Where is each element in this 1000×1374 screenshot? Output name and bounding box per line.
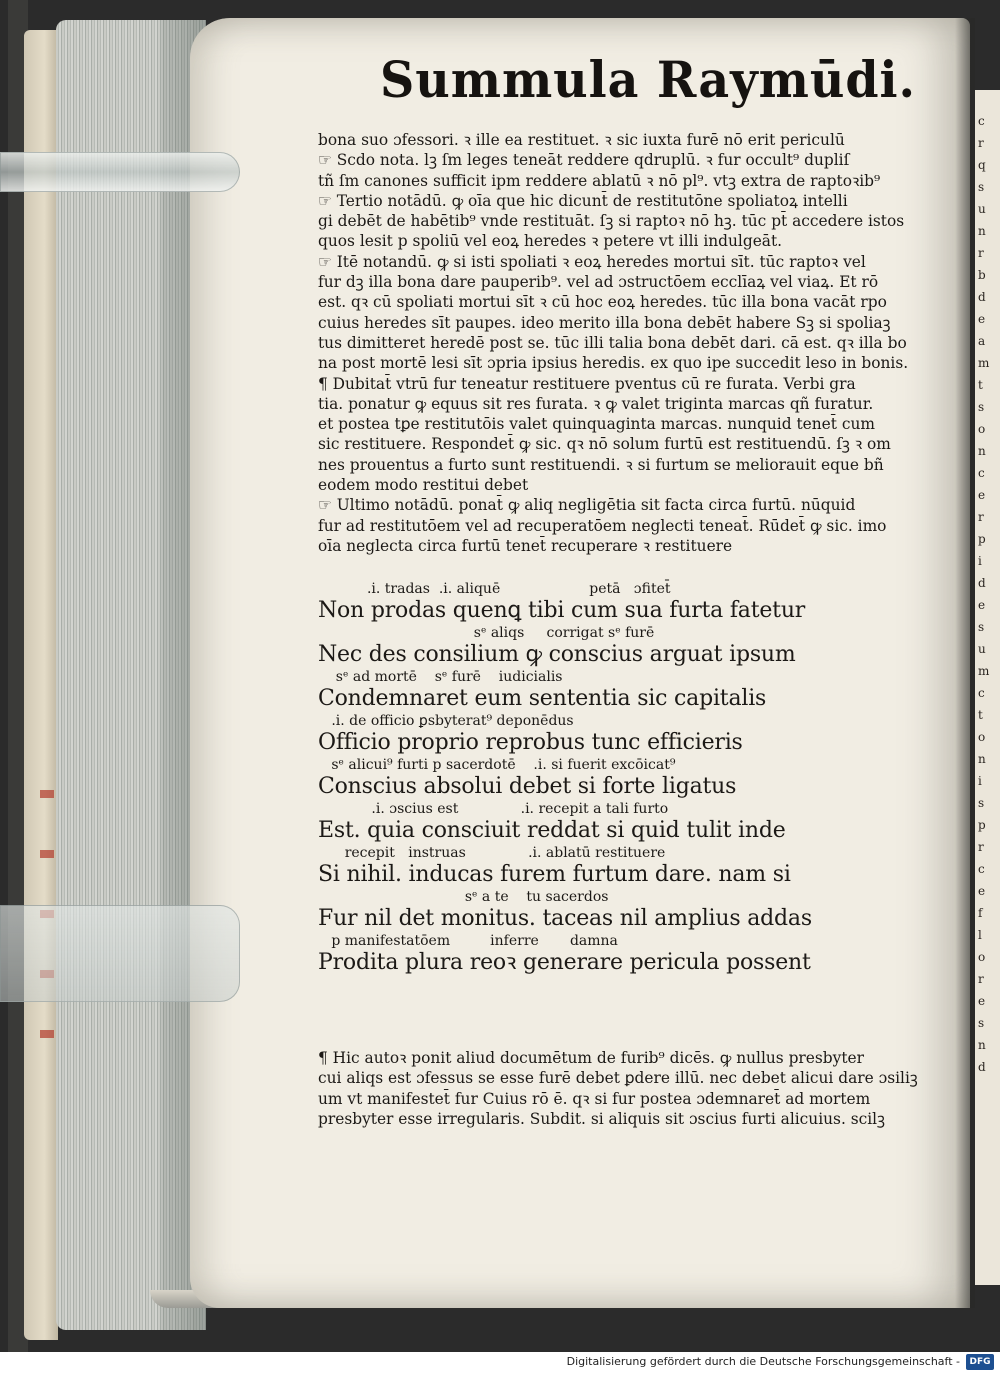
- prose-line: presbyter esse irregularis. Subdit. si aliquis sit ɔscius furti alicuius. scilꝫ: [318, 1109, 885, 1128]
- facing-page-fragment: r: [978, 972, 984, 986]
- facing-page-fragment: m: [978, 664, 990, 678]
- prose-line: oīa neglecta circa furtū tenet̄ recuperare ꝛ restituere: [318, 536, 733, 555]
- facing-page-fragment: e: [978, 598, 986, 612]
- facing-page-fragment: e: [978, 488, 986, 502]
- prose-top: [318, 130, 938, 556]
- digitization-credit: Digitalisierung gefördert durch die Deutsche Forschungsgemeinschaft -: [566, 1355, 960, 1368]
- facing-page-fragment: f: [978, 906, 983, 920]
- facing-page-fragment: p: [978, 532, 986, 546]
- prose-bottom: [318, 1048, 938, 1129]
- prose-line: tia. ponatur ꝙ equus sit res furata. ꝛ ꝙ valet triginta marcas qñ furatur.: [318, 394, 874, 413]
- verse-line: Prodita plura reoꝛ generare pericula possent: [318, 950, 811, 975]
- running-title: Summula Raymūdi.: [380, 50, 916, 109]
- cover-edge: [24, 30, 58, 1340]
- interlinear-gloss: sᵉ alicui⁹ furti p sacerdotē .i. si fuerit excōicat⁹: [318, 757, 676, 773]
- prose-line: ¶ Hic autoꝛ ponit aliud documētum de furib⁹ dicēs. ꝙ nullus presbyter: [318, 1049, 864, 1067]
- facing-page-fragment: d: [978, 576, 986, 590]
- prose-line: ☞ Ultimo notādū. ponat̄ ꝙ aliq negligētia sit facta circa furtū. nūquid: [318, 496, 856, 515]
- facing-page-fragment: o: [978, 422, 986, 436]
- facing-page-fragment: e: [978, 884, 986, 898]
- verse-line: Est. quia consciuit reddat si quid tulit inde: [318, 818, 786, 843]
- prose-line: nes prouentus a furto sunt restituendi. ꝛ si furtum se meliorauit eque bñ: [318, 455, 884, 474]
- prose-line: ☞ Tertio notādū. ꝙ oīa que hic dicunt̄ de restitutōne spoliatoꝝ intelli: [318, 191, 848, 210]
- prose-line: et postea tꝑe restitutōis valet quinquaginta marcas. nunquid tenet̄ cum: [318, 415, 875, 434]
- prose-line: eodem modo restitui debet: [318, 476, 529, 495]
- gutter-shadow: [955, 18, 975, 1308]
- interlinear-gloss: .i. tradas .i. aliquē petā ɔfitet̄: [318, 581, 671, 597]
- facing-page-fragment: n: [978, 444, 986, 458]
- prose-line: um vt manifestet̄ fur Cuius rō ē. qꝛ si fur postea ɔdemnaret̄ ad mortem: [318, 1089, 871, 1108]
- facing-page-fragment: s: [978, 400, 985, 414]
- verse-block: [318, 580, 938, 976]
- facing-page-fragment: e: [978, 994, 986, 1008]
- facing-page-fragment: i: [978, 774, 982, 788]
- verse-line: Fur nil det monitus. taceas nil amplius addas: [318, 906, 812, 931]
- prose-line: ☞ Itē notandū. ꝙ si isti spoliati ꝛ eoꝝ heredes mortui sīt. tūc raptoꝛ vel: [318, 252, 866, 271]
- prose-line: bona suo ɔfessori. ꝛ ille ea restituet. ꝛ sic iuxta furē nō erit periculū: [318, 131, 845, 149]
- prose-line: fur ad restitutōem vel ad recuperatōem neglecti teneat̄. Rūdet̄ ꝙ sic. imo: [318, 516, 887, 535]
- prose-line: cui aliqs est ɔfessus se esse furē debet ꝑdere illū. nec debet alicui dare ɔsiliꝫ: [318, 1069, 918, 1088]
- verse-line: Si nihil. inducas furem furtum dare. nam si: [318, 862, 791, 887]
- prose-line: fur dꝫ illa bona dare pauperib⁹. vel ad ɔstructōem ecclīaꝝ vel viaꝝ. Et rō: [318, 273, 879, 292]
- facing-page-fragment: n: [978, 1038, 986, 1052]
- facing-page-fragment: c: [978, 114, 985, 128]
- facing-page-text: [978, 110, 1000, 1130]
- verse-line: Conscius absolui debet si forte ligatus: [318, 774, 737, 799]
- prose-line: tus dimitteret heredē post se. tūc illi talia bona debēt dari. cā est. qꝛ illa bo: [318, 333, 907, 352]
- facing-page-fragment: e: [978, 312, 986, 326]
- facing-page-fragment: s: [978, 796, 985, 810]
- facing-page-fragment: o: [978, 730, 986, 744]
- interlinear-gloss: recepit instruas .i. ablatū restituere: [318, 845, 666, 861]
- facing-page-fragment: l: [978, 928, 982, 942]
- interlinear-gloss: .i. ɔscius est .i. recepit a tali furto: [318, 801, 669, 817]
- verse-line: Condemnaret eum sententia sic capitalis: [318, 686, 767, 711]
- facing-page-fragment: c: [978, 466, 985, 480]
- prose-line: sic restituere. Respondet̄ ꝙ sic. qꝛ nō solum furtū est restituendū. ſꝫ ꝛ om: [318, 435, 891, 454]
- interlinear-gloss: p manifestatōem inferre damna: [318, 933, 618, 949]
- prose-line: ¶ Dubitat̄ vtrū fur teneatur restituere pventus cū re furata. Verbi gra: [318, 374, 856, 393]
- interlinear-gloss: sᵉ a te tu sacerdos: [318, 889, 609, 905]
- verse-line: Nec des consilium ꝙ conscius arguat ipsum: [318, 642, 796, 667]
- facing-page-fragment: d: [978, 1060, 986, 1074]
- facing-page-fragment: p: [978, 818, 986, 832]
- interlinear-gloss: sᵉ aliqs corrigat sᵉ furē: [318, 625, 655, 641]
- facing-page-fragment: d: [978, 290, 986, 304]
- interlinear-gloss: sᵉ ad mortē sᵉ furē iudicialis: [318, 669, 563, 685]
- facing-page-fragment: t: [978, 378, 983, 392]
- facing-page-fragment: s: [978, 620, 985, 634]
- dfg-logo: DFG: [966, 1354, 994, 1370]
- facing-page-fragment: n: [978, 224, 986, 238]
- facing-page-fragment: r: [978, 840, 984, 854]
- facing-page-fragment: c: [978, 862, 985, 876]
- prose-line: tñ ſm canones sufficit ipm reddere ablatū ꝛ nō pl⁹. vtꝫ extra de raptoꝛib⁹: [318, 171, 881, 190]
- interlinear-gloss: .i. de officio ꝑsbyterat⁹ deponēdus: [318, 713, 574, 729]
- verse-line: Non prodas quenꝗ tibi cum sua furta fatetur: [318, 598, 806, 623]
- facing-page-fragment: o: [978, 950, 986, 964]
- facing-page-fragment: c: [978, 686, 985, 700]
- verse-line: Officio proprio reprobus tunc efficieris: [318, 730, 743, 755]
- prose-line: est. qꝛ cū spoliati mortui sīt ꝛ cū hoc eoꝝ heredes. tūc illa bona vacāt rpo: [318, 293, 887, 312]
- facing-page-fragment: u: [978, 202, 986, 216]
- prose-line: gi debēt de habētib⁹ vnde restituāt. ſꝫ si raptoꝛ nō hꝫ. tūc pt̄ accedere istos: [318, 212, 905, 231]
- facing-page-fragment: r: [978, 510, 984, 524]
- facing-page-fragment: n: [978, 752, 986, 766]
- facing-page-fragment: i: [978, 554, 982, 568]
- facing-page-fragment: q: [978, 158, 986, 172]
- facing-page-fragment: u: [978, 642, 986, 656]
- facing-page-fragment: s: [978, 1016, 985, 1030]
- prose-line: ☞ Scdo nota. lꝫ ſm leges teneāt reddere qdruplū. ꝛ fur occult⁹ dupliſ: [318, 151, 850, 170]
- facing-page-fragment: r: [978, 136, 984, 150]
- facing-page-fragment: m: [978, 356, 990, 370]
- prose-line: na post mortē lesi sīt ɔpria ipsius heredis. ex quo ipe succedit leso in bonis.: [318, 354, 909, 373]
- facing-page-fragment: a: [978, 334, 986, 348]
- prose-line: cuius heredes sīt paupes. ideo merito illa bona debēt habere Sꝫ si spoliaꝫ: [318, 313, 891, 332]
- facing-page-fragment: r: [978, 246, 984, 260]
- glass-clip-bottom: [0, 905, 240, 1002]
- glass-clip-top: [0, 152, 240, 192]
- facing-page-fragment: t: [978, 708, 983, 722]
- prose-line: quos lesit p spoliū vel eoꝝ heredes ꝛ petere vt illi indulgeāt.: [318, 232, 783, 251]
- facing-page-fragment: b: [978, 268, 986, 282]
- facing-page-fragment: s: [978, 180, 985, 194]
